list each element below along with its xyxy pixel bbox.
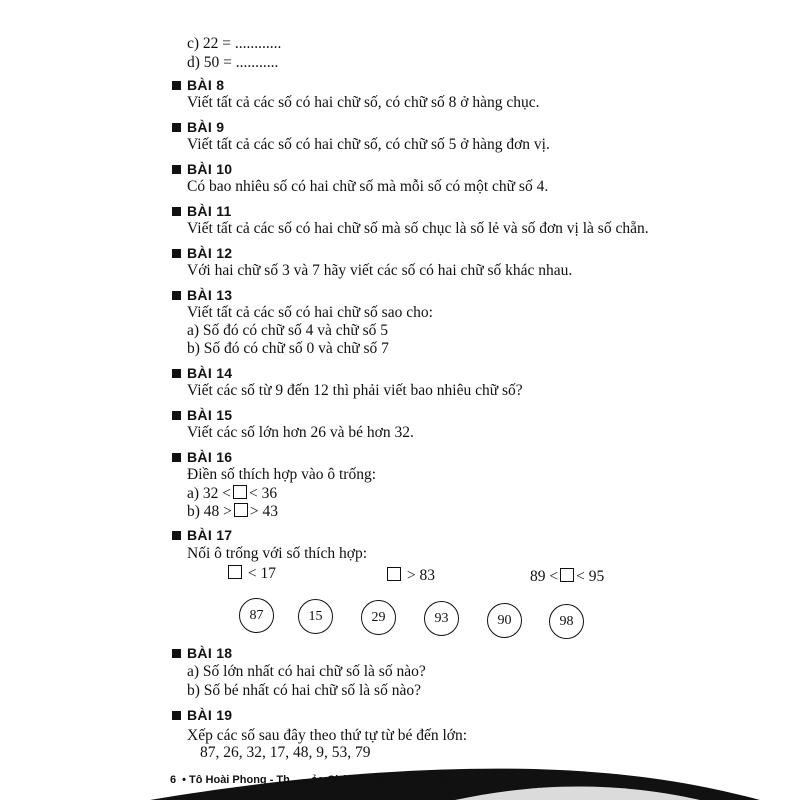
exercise-15-text: Viết các số lớn hơn 26 và bé hơn 32. (187, 424, 414, 441)
exercise-title: BÀI 14 (187, 365, 233, 381)
exercise-title: BÀI 9 (187, 119, 225, 135)
exercise-title: BÀI 11 (187, 203, 232, 219)
exercise-title: BÀI 17 (187, 527, 233, 543)
exercise-19-numbers: 87, 26, 32, 17, 48, 9, 53, 79 (200, 744, 371, 761)
item-c: c) 22 = ............ (187, 35, 282, 52)
footer-authors: • Tô Hoài Phong - Th... ...ảo Châu - Trần Huỳnh Thống (182, 774, 462, 786)
exercise-title: BÀI 10 (187, 161, 233, 177)
exercise-18-part-a: a) Số lớn nhất có hai chữ số là số nào? (187, 663, 426, 680)
exercise-10-text: Có bao nhiêu số có hai chữ số mà mỗi số có một chữ số 4. (187, 178, 549, 195)
exercise-title: BÀI 16 (187, 449, 233, 465)
number-circle-93[interactable]: 93 (424, 601, 459, 636)
exercise-9-text: Viết tất cả các số có hai chữ số, có chữ số 5 ở hàng đơn vị. (187, 136, 550, 153)
exercise-16-text: Điền số thích hợp vào ô trống: (187, 466, 377, 483)
exercise-14-text: Viết các số từ 9 đến 12 thì phải viết bao nhiêu chữ số? (187, 382, 523, 399)
inequality-right: < 95 (576, 568, 605, 585)
number-circle-15[interactable]: 15 (298, 599, 333, 634)
footer (170, 774, 462, 786)
number-circle-98[interactable]: 98 (549, 604, 584, 639)
exercise-18-part-b: b) Số bé nhất có hai chữ số là số nào? (187, 682, 421, 699)
exercise-title: BÀI 13 (187, 287, 233, 303)
exercise-19-text: Xếp các số sau đây theo thứ tự từ bé đến lớn: (187, 727, 468, 744)
inequality-left: 89 < (530, 568, 559, 585)
exercise-13-part-b: b) Số đó có chữ số 0 và chữ số 7 (187, 340, 389, 357)
inequality-left: a) 32 < (187, 485, 232, 502)
exercise-title: BÀI 18 (187, 645, 233, 661)
exercise-13-text: Viết tất cả các số có hai chữ số sao cho: (187, 304, 433, 321)
item-d: d) 50 = ........... (187, 54, 279, 71)
inequality-right: < 17 (247, 565, 276, 582)
exercise-title: BÀI 12 (187, 245, 233, 261)
exercise-title: BÀI 8 (187, 77, 225, 93)
exercise-13-part-a: a) Số đó có chữ số 4 và chữ số 5 (187, 322, 389, 339)
exercise-11-text: Viết tất cả các số có hai chữ số mà số chục là số lẻ và số đơn vị là số chẵn. (187, 220, 649, 237)
number-circle-29[interactable]: 29 (361, 600, 396, 635)
number-circle-90[interactable]: 90 (487, 603, 522, 638)
exercise-8-text: Viết tất cả các số có hai chữ số, có chữ số 8 ở hàng chục. (187, 94, 540, 111)
number-circle-87[interactable]: 87 (239, 598, 274, 633)
exercise-12-text: Với hai chữ số 3 và 7 hãy viết các số có hai chữ số khác nhau. (187, 262, 573, 279)
inequality-right: < 36 (249, 485, 278, 502)
exercise-title: BÀI 19 (187, 707, 233, 723)
page-number: 6 (170, 774, 177, 786)
inequality-right: > 83 (406, 567, 435, 584)
inequality-right: > 43 (249, 503, 279, 520)
exercise-title: BÀI 15 (187, 407, 233, 423)
inequality-left: b) 48 > (187, 503, 232, 520)
exercise-17-text: Nối ô trống với số thích hợp: (187, 545, 367, 562)
